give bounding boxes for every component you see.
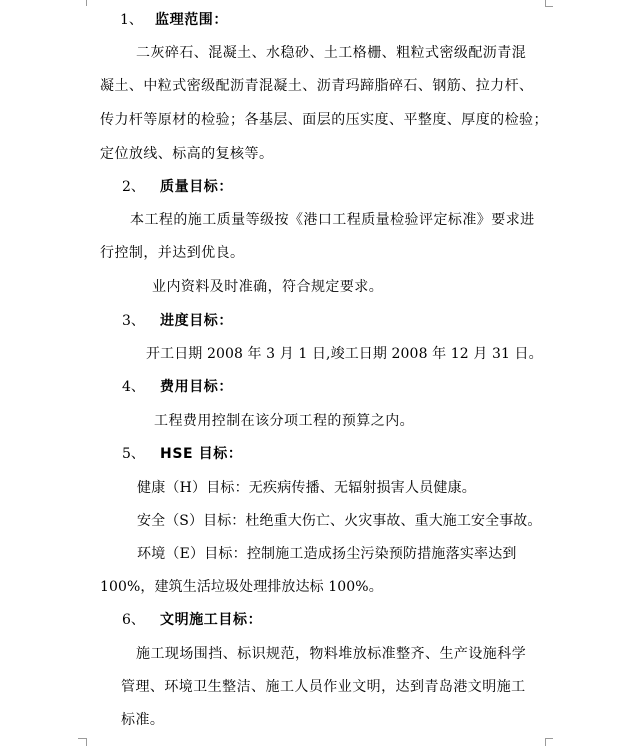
section-title: 文明施工目标： [160, 612, 263, 628]
crop-mark-bottom-right [545, 738, 546, 746]
section-title: HSE 目标： [160, 446, 243, 462]
paragraph-line: 二灰碎石、混凝土、水稳砂、土工格栅、粗粒式密级配沥青混 [136, 45, 527, 61]
section-number: 5、 [122, 446, 145, 462]
section-number: 3、 [122, 313, 145, 329]
paragraph-line: 管理、环境卫生整洁、施工人员作业文明，达到青岛港文明施工 [121, 679, 526, 695]
paragraph-line: 本工程的施工质量等级按《港口工程质量检验评定标准》要求进 [130, 212, 535, 228]
paragraph-line: 业内资料及时准确，符合规定要求。 [152, 279, 384, 295]
paragraph-line: 行控制，并达到优良。 [100, 245, 245, 261]
crop-mark-top-left [86, 0, 87, 6]
section-title: 费用目标： [160, 379, 233, 395]
section-number: 6、 [122, 612, 145, 628]
paragraph-line: 开工日期 2008 年 3 月 1 日,竣工日期 2008 年 12 月 31 日。 [146, 346, 543, 362]
paragraph-line: 传力杆等原材的检验；各基层、面层的压实度、平整度、厚度的检验； [100, 112, 548, 128]
paragraph-line: 凝土、中粒式密级配沥青混凝土、沥青玛蹄脂碎石、钢筋、拉力杆、 [100, 78, 534, 94]
crop-mark-top-right-h [545, 6, 553, 7]
paragraph-line: 施工现场围挡、标识规范，物料堆放标准整齐、生产设施科学 [136, 646, 527, 662]
paragraph-line: 环境（E）目标：控制施工造成扬尘污染预防措施落实率达到 [137, 546, 517, 562]
section-title: 进度目标： [160, 313, 233, 329]
paragraph-line: 定位放线、标高的复核等。 [100, 146, 274, 162]
crop-mark-bottom-left-h [78, 738, 86, 739]
section-title: 质量目标： [160, 179, 233, 195]
paragraph-line: 100%，建筑生活垃圾处理排放达标 100%。 [100, 579, 383, 595]
section-number: 4、 [122, 379, 145, 395]
paragraph-line: 工程费用控制在该分项工程的预算之内。 [154, 413, 415, 429]
crop-mark-bottom-right-h [545, 738, 553, 739]
section-number: 2、 [122, 179, 145, 195]
crop-mark-bottom-left [86, 738, 87, 746]
paragraph-line: 安全（S）目标：杜绝重大伤亡、火灾事故、重大施工安全事故。 [137, 513, 542, 529]
paragraph-line: 标准。 [121, 712, 165, 728]
section-title: 监理范围： [155, 12, 228, 28]
section-number: 1、 [120, 12, 143, 28]
paragraph-line: 健康（H）目标：无疾病传播、无辐射损害人员健康。 [137, 480, 477, 496]
